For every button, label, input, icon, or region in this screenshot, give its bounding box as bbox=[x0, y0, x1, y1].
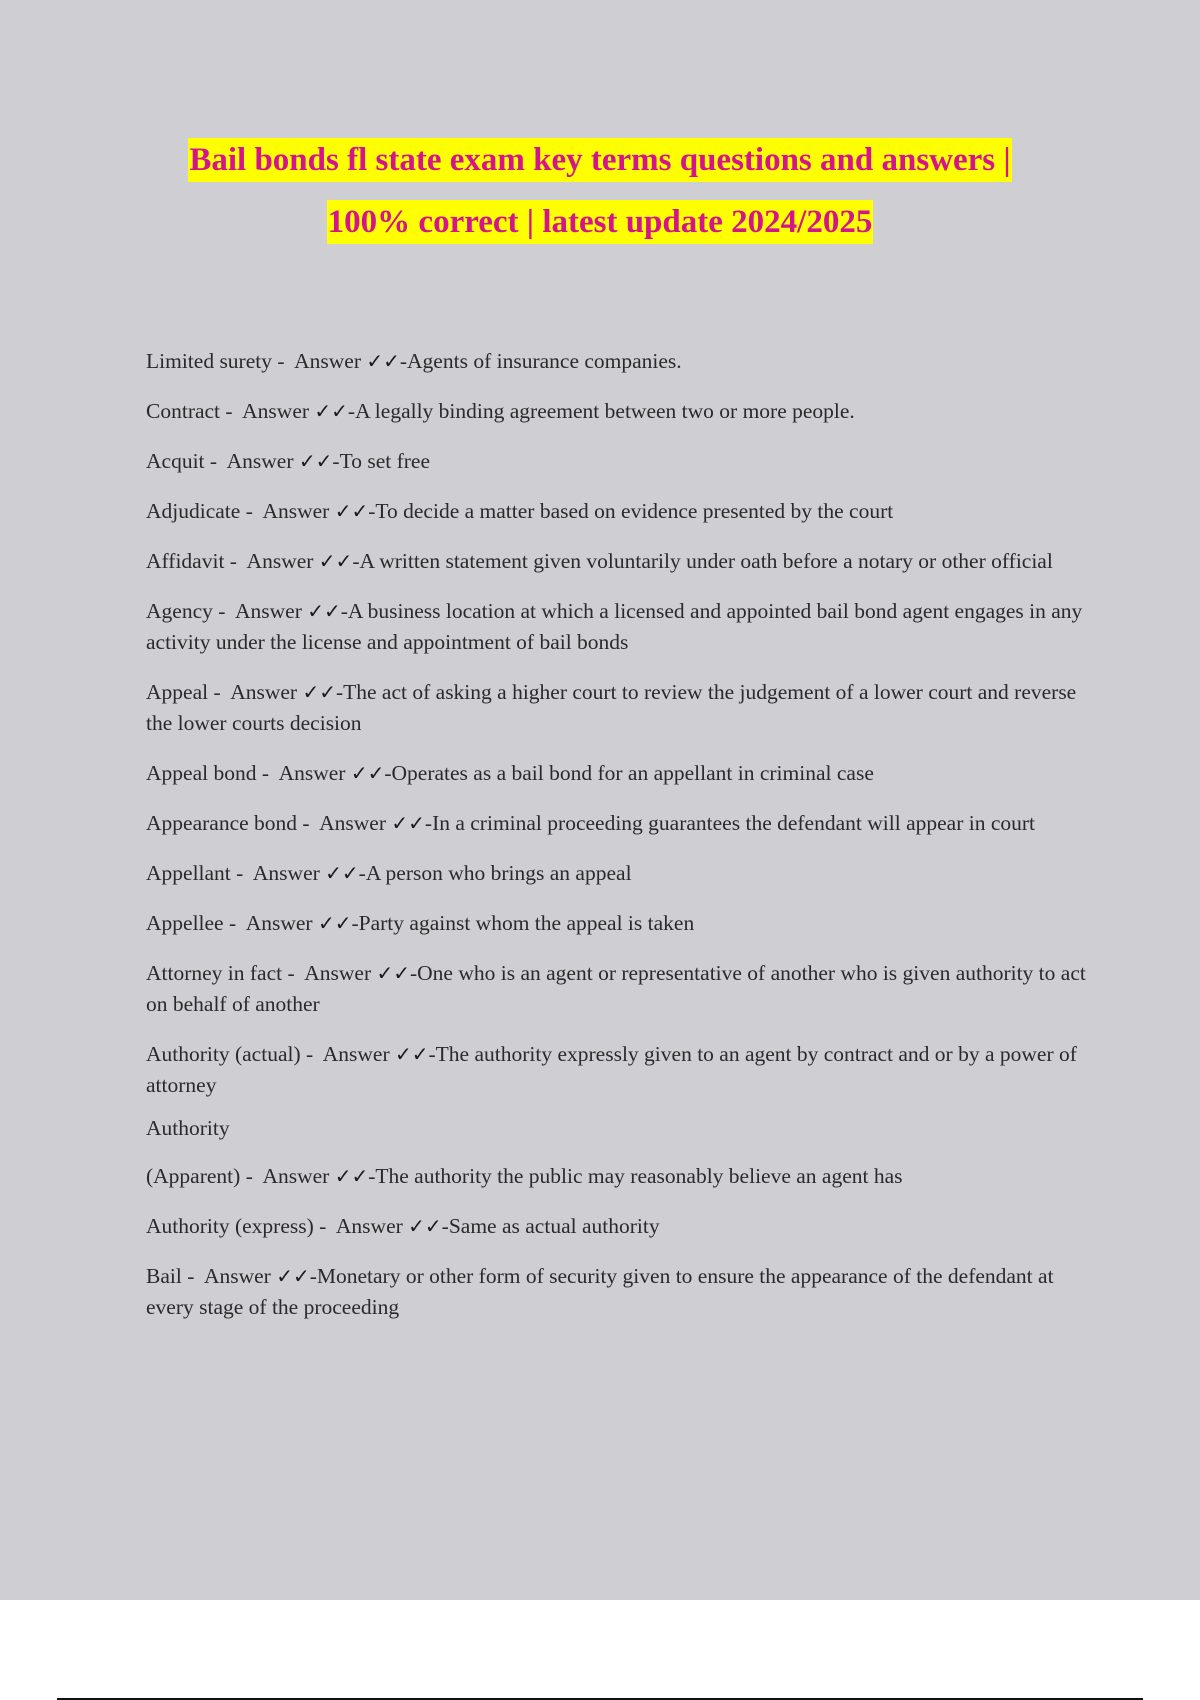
term: Appeal - bbox=[146, 680, 226, 704]
term: Appeal bond - bbox=[146, 761, 275, 785]
check-mark-icon: ✓✓ bbox=[318, 549, 353, 573]
qa-item bbox=[146, 758, 1096, 789]
qa-item bbox=[146, 596, 1096, 658]
qa-item bbox=[146, 958, 1096, 1020]
document-title bbox=[0, 138, 1200, 244]
definition: -Party against whom the appeal is taken bbox=[351, 911, 695, 935]
qa-item bbox=[146, 546, 1096, 577]
term: (Apparent) - bbox=[146, 1164, 259, 1188]
qa-item bbox=[146, 446, 1096, 477]
qa-item bbox=[146, 1261, 1096, 1323]
answer-label: Answer bbox=[203, 1264, 277, 1288]
term: Limited surety - bbox=[146, 349, 290, 373]
term: Bail - bbox=[146, 1264, 200, 1288]
qa-item bbox=[146, 808, 1096, 839]
answer-label: Answer bbox=[242, 399, 315, 423]
term: Affidavit - bbox=[146, 549, 243, 573]
definition: -A person who brings an appeal bbox=[358, 861, 632, 885]
check-mark-icon: ✓✓ bbox=[325, 861, 359, 885]
answer-label: Answer bbox=[262, 1164, 335, 1188]
definition: -In a criminal proceeding guarantees the defendant will appear in court bbox=[424, 811, 1036, 835]
qa-item bbox=[146, 1161, 1096, 1192]
definition: -Monetary or other form of security given to ensure the appearance of the defendant at every stage of the proceeding bbox=[146, 1264, 1059, 1319]
qa-item bbox=[146, 496, 1096, 527]
term: Appearance bond - bbox=[146, 811, 315, 835]
definition: -The authority the public may reasonably believe an agent has bbox=[368, 1164, 903, 1188]
term: Adjudicate - bbox=[146, 499, 259, 523]
check-mark-icon: ✓✓ bbox=[395, 1042, 429, 1066]
qa-item bbox=[146, 346, 1096, 377]
qa-item bbox=[146, 1211, 1096, 1242]
answer-label: Answer bbox=[234, 599, 308, 623]
answer-label: Answer bbox=[294, 349, 367, 373]
definition: -One who is an agent or representative of another who is given authority to act on behalf of another bbox=[146, 961, 1092, 1016]
definition: -Agents of insurance companies. bbox=[399, 349, 682, 373]
qa-item bbox=[146, 858, 1096, 889]
definition: -A business location at which a licensed and appointed bail bond agent engages in any activity under the license and appointment of bail bonds bbox=[146, 599, 1088, 654]
check-mark-icon: ✓✓ bbox=[302, 680, 336, 704]
check-mark-icon: ✓✓ bbox=[298, 449, 333, 473]
term: Authority (express) - bbox=[146, 1214, 332, 1238]
answer-label: Answer bbox=[252, 861, 326, 885]
qa-item bbox=[146, 396, 1096, 427]
answer-label: Answer bbox=[278, 761, 351, 785]
definition: -The act of asking a higher court to review the judgement of a lower court and reverse the lower courts decision bbox=[146, 680, 1082, 735]
answer-label: Answer bbox=[304, 961, 377, 985]
term: Attorney in fact - bbox=[146, 961, 301, 985]
answer-label: Answer bbox=[230, 680, 303, 704]
check-mark-icon: ✓✓ bbox=[317, 911, 352, 935]
qa-item bbox=[146, 1039, 1096, 1101]
term: Appellee - bbox=[146, 911, 242, 935]
check-mark-icon: ✓✓ bbox=[334, 499, 369, 523]
answer-label: Answer bbox=[226, 449, 299, 473]
check-mark-icon: ✓✓ bbox=[408, 1214, 442, 1238]
definition: -The authority expressly given to an agent by contract and or by a power of attorney bbox=[146, 1042, 1083, 1097]
definition: -To set free bbox=[332, 449, 430, 473]
definition: -To decide a matter based on evidence presented by the court bbox=[368, 499, 894, 523]
answer-label: Answer bbox=[245, 911, 318, 935]
title-line-2: 100% correct | latest update 2024/2025 bbox=[327, 200, 874, 244]
definition: -Operates as a bail bond for an appellant in criminal case bbox=[384, 761, 874, 785]
qa-item bbox=[146, 908, 1096, 939]
qa-item bbox=[146, 677, 1096, 739]
answer-label: Answer bbox=[262, 499, 335, 523]
answer-label: Answer bbox=[319, 811, 392, 835]
standalone-line: Authority bbox=[146, 1116, 230, 1140]
definition: -Same as actual authority bbox=[441, 1214, 660, 1238]
check-mark-icon: ✓✓ bbox=[276, 1264, 310, 1288]
answer-label: Answer bbox=[246, 549, 319, 573]
check-mark-icon: ✓✓ bbox=[366, 349, 400, 373]
term: Contract - bbox=[146, 399, 238, 423]
answer-label: Answer bbox=[322, 1042, 395, 1066]
check-mark-icon: ✓✓ bbox=[307, 599, 341, 623]
definition: -A legally binding agreement between two or more people. bbox=[347, 399, 855, 423]
check-mark-icon: ✓✓ bbox=[376, 961, 410, 985]
answer-label: Answer bbox=[335, 1214, 409, 1238]
check-mark-icon: ✓✓ bbox=[334, 1164, 369, 1188]
term: Appellant - bbox=[146, 861, 249, 885]
title-line-1: Bail bonds fl state exam key terms questions and answers | bbox=[188, 138, 1011, 182]
qa-list bbox=[146, 346, 1096, 1342]
term: Agency - bbox=[146, 599, 231, 623]
check-mark-icon: ✓✓ bbox=[314, 399, 348, 423]
definition: -A written statement given voluntarily under oath before a notary or other official bbox=[352, 549, 1053, 573]
check-mark-icon: ✓✓ bbox=[391, 811, 425, 835]
check-mark-icon: ✓✓ bbox=[350, 761, 385, 785]
term: Acquit - bbox=[146, 449, 223, 473]
term: Authority (actual) - bbox=[146, 1042, 319, 1066]
